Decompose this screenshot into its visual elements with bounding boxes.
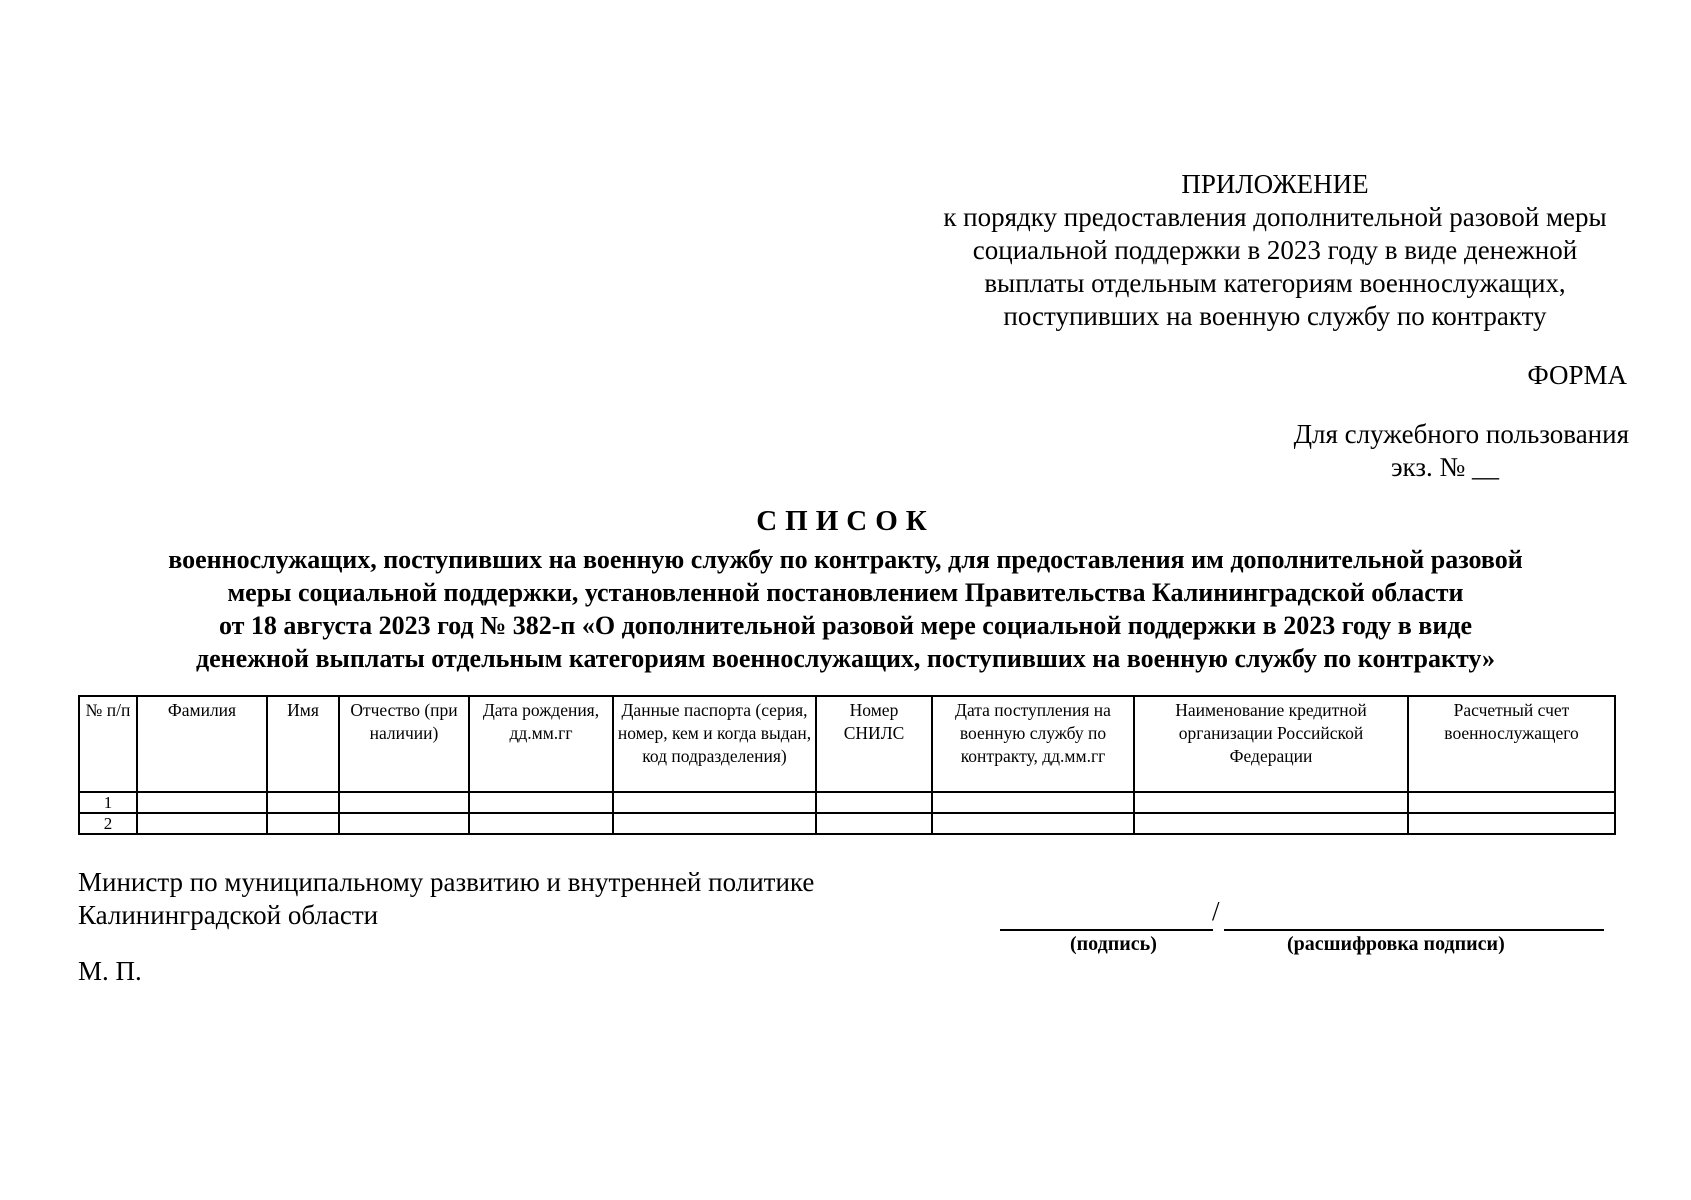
column-header-patronymic: Отчество (при наличии)	[339, 696, 469, 792]
copy-number: экз. № __	[1390, 452, 1499, 482]
appendix-line: поступивших на военную службу по контракту	[1003, 301, 1547, 331]
table-cell	[469, 792, 613, 813]
table-cell-number: 1	[79, 792, 137, 813]
table-cell	[469, 813, 613, 834]
table-cell	[339, 792, 469, 813]
appendix-line: социальной поддержки в 2023 году в виде денежной	[972, 235, 1578, 265]
form-label: ФОРМА	[1527, 360, 1627, 390]
table-cell	[932, 813, 1134, 834]
table-cell	[932, 792, 1134, 813]
minister-block	[78, 866, 814, 932]
table-cell	[339, 813, 469, 834]
table-cell	[137, 792, 267, 813]
column-header-service-date: Дата поступления на военную службу по контракту, дд.мм.гг	[932, 696, 1134, 792]
appendix-line: выплаты отдельным категориям военнослужащих,	[984, 268, 1566, 298]
signature-decryption-caption: (расшифровка подписи)	[1287, 933, 1505, 955]
servicemen-table	[78, 695, 1616, 835]
list-description-line: от 18 августа 2023 год № 382-п «О дополнительной разовой мере социальной поддержки в 2023 году в виде	[218, 611, 1473, 640]
column-header-birth-date: Дата рождения, дд.мм.гг	[469, 696, 613, 792]
list-description-line: меры социальной поддержки, установленной постановлением Правительства Калининградской области	[227, 578, 1464, 607]
table-cell-number: 2	[79, 813, 137, 834]
restriction-block	[1294, 418, 1629, 484]
table-cell	[613, 813, 816, 834]
column-header-passport: Данные паспорта (серия, номер, кем и когда выдан, код подразделения)	[613, 696, 816, 792]
table-cell	[137, 813, 267, 834]
column-header-name: Имя	[267, 696, 339, 792]
table-cell	[816, 813, 932, 834]
table-header-row	[79, 696, 1615, 792]
column-header-surname: Фамилия	[137, 696, 267, 792]
appendix-line: к порядку предоставления дополнительной разовой меры	[943, 202, 1607, 232]
appendix-title: ПРИЛОЖЕНИЕ	[1181, 169, 1369, 199]
list-description-line: военнослужащих, поступивших на военную службу по контракту, для предоставления им дополнительной разовой	[168, 545, 1523, 574]
table-cell	[1408, 813, 1615, 834]
table-cell	[613, 792, 816, 813]
table-row	[79, 813, 1615, 834]
table-cell	[1134, 813, 1408, 834]
table-cell	[816, 792, 932, 813]
column-header-account: Расчетный счет военнослужащего	[1408, 696, 1615, 792]
list-description-line: денежной выплаты отдельным категориям военнослужащих, поступивших на военную службу по контракту»	[195, 644, 1496, 673]
signature-caption: (подпись)	[1070, 933, 1157, 955]
list-title: СПИСОК	[756, 505, 935, 537]
column-header-bank: Наименование кредитной организации Российской Федерации	[1134, 696, 1408, 792]
minister-title: Министр по муниципальному развитию и внутренней политике	[78, 867, 815, 897]
stamp-place: М. П.	[78, 956, 142, 986]
table-cell	[267, 792, 339, 813]
column-header-number: № п/п	[79, 696, 137, 792]
column-header-snils: Номер СНИЛС	[816, 696, 932, 792]
signature-slash: /	[1212, 896, 1220, 926]
list-description	[80, 543, 1611, 675]
table-cell	[1408, 792, 1615, 813]
signature-line	[1000, 929, 1213, 931]
signature-decryption-line	[1224, 929, 1604, 931]
table-cell	[1134, 792, 1408, 813]
table-row	[79, 792, 1615, 813]
minister-region: Калининградской области	[78, 900, 379, 930]
table-cell	[267, 813, 339, 834]
restriction-label: Для служебного пользования	[1293, 419, 1629, 449]
appendix-block	[880, 168, 1670, 333]
